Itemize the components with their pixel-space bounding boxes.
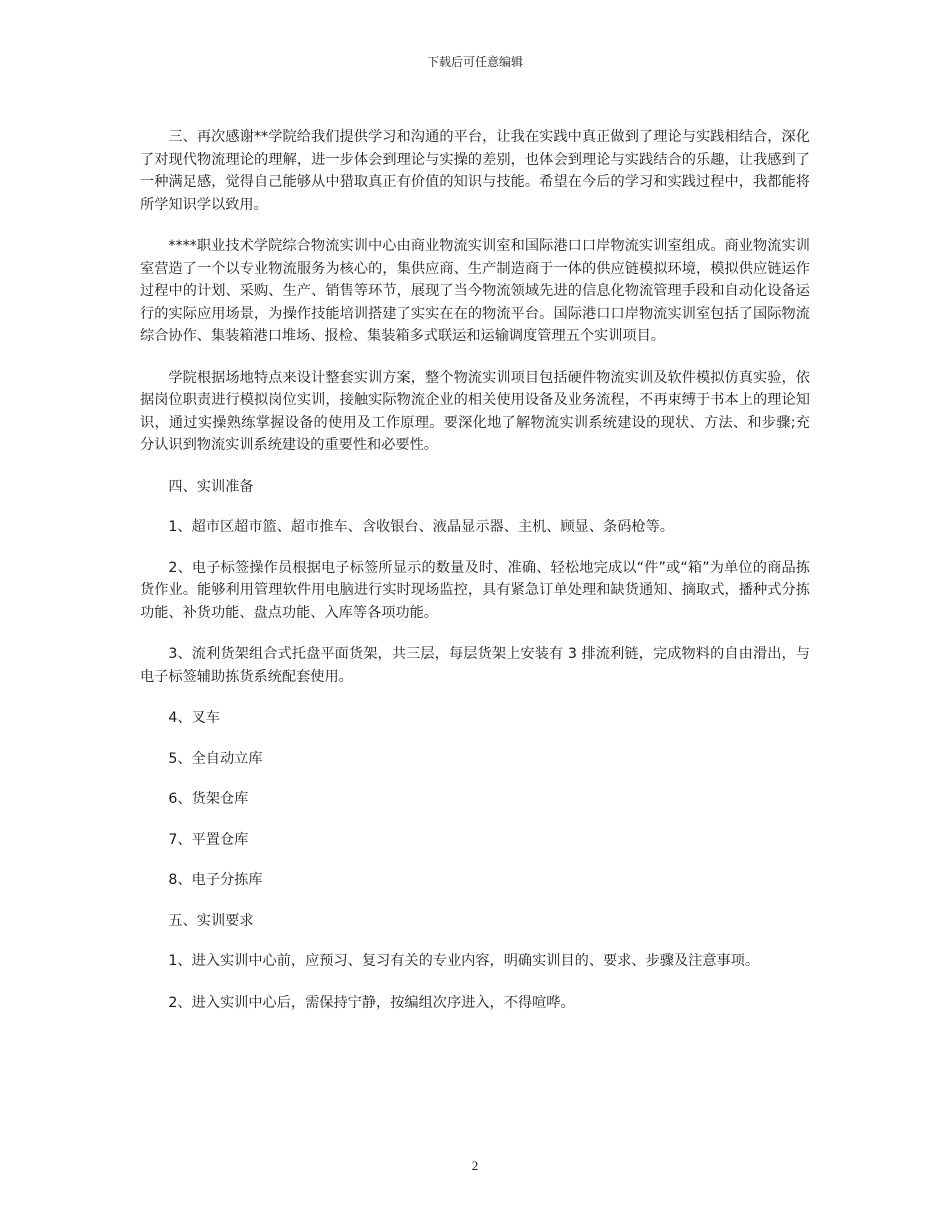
list-item-req-2: 2、进入实训中心后，需保持宁静，按编组次序进入，不得喧哗。 <box>168 994 575 1011</box>
list-item-prep-6: 6、货架仓库 <box>168 791 249 807</box>
list-item-prep-8: 8、电子分拣库 <box>168 872 263 888</box>
list-item-prep-4: 4、叉车 <box>168 710 220 726</box>
paragraph-thanks: 三、再次感谢**学院给我们提供学习和沟通的平台，让我在实践中真正做到了理论与实践相结合，深化了对现代物流理论的理解，进一步体会到理论与实操的差别，也体会到理论与实践结合的乐趣，让我感到了一种满足感，觉得自己能够从中猎取真正有价值的知识与技能。希望在今后的学习和实践过程中，我都能将所学知识学以致用。 <box>140 129 810 213</box>
list-item-prep-1: 1、超市区超市篮、超市推车、含收银台、液晶显示器、主机、顾显、条码枪等。 <box>168 519 674 535</box>
paragraph-training-plan: 学院根据场地特点来设计整套实训方案，整个物流实训项目包括硬件物流实训及软件模拟仿真实验，依据岗位职责进行模拟岗位实训，接触实际物流企业的相关使用设备及业务流程，不再束缚于书本上的理论知识，通过实操熟练掌握设备的使用及工作原理。要深化地了解物流实训系统建设的现状、方法、和步骤;充分认识到物流实训系统建设的重要性和必要性。 <box>140 369 810 453</box>
list-item-prep-3: 3、流利货架组合式托盘平面货架，共三层，每层货架上安装有 3 排流利链，完成物料的自由滑出，与电子标签辅助拣货系统配套使用。 <box>140 646 810 685</box>
list-item-prep-5: 5、全自动立库 <box>168 750 263 767</box>
section-heading-requirements: 五、实训要求 <box>168 912 254 929</box>
list-item-prep-7: 7、平置仓库 <box>168 831 249 848</box>
page-header-note: 下载后可任意编辑 <box>426 55 523 69</box>
section-heading-preparation: 四、实训准备 <box>168 478 254 495</box>
list-item-prep-2: 2、电子标签操作员根据电子标签所显示的数量及时、准确、轻松地完成以“件”或“箱”为单位的商品拣货作业。能够利用管理软件用电脑进行实时现场监控，具有紧急订单处理和缺货通知、摘取式，播种式分拣功能、补货功能、盘点功能、入库等各项功能。 <box>140 559 810 621</box>
paragraph-center-intro: ****职业技术学院综合物流实训中心由商业物流实训室和国际港口口岸物流实训室组成。商业物流实训室营造了一个以专业物流服务为核心的，集供应商、生产制造商于一体的供应链模拟环境，模拟供应链运作过程中的计划、采购、生产、销售等环节，展现了当今物流领域先进的信息化物流管理手段和自动化设备运行的实际应用场景，为操作技能培训搭建了实实在在的物流平台。国际港口口岸物流实训室包括了国际物流综合协作、集装箱港口堆场、报检、集装箱多式联运和运输调度管理五个实训项目。 <box>140 238 810 344</box>
page-number: 2 <box>471 1158 479 1173</box>
document-body <box>140 126 810 1033</box>
list-item-req-1: 1、进入实训中心前，应预习、复习有关的专业内容，明确实训目的、要求、步骤及注意事项。 <box>168 953 760 969</box>
